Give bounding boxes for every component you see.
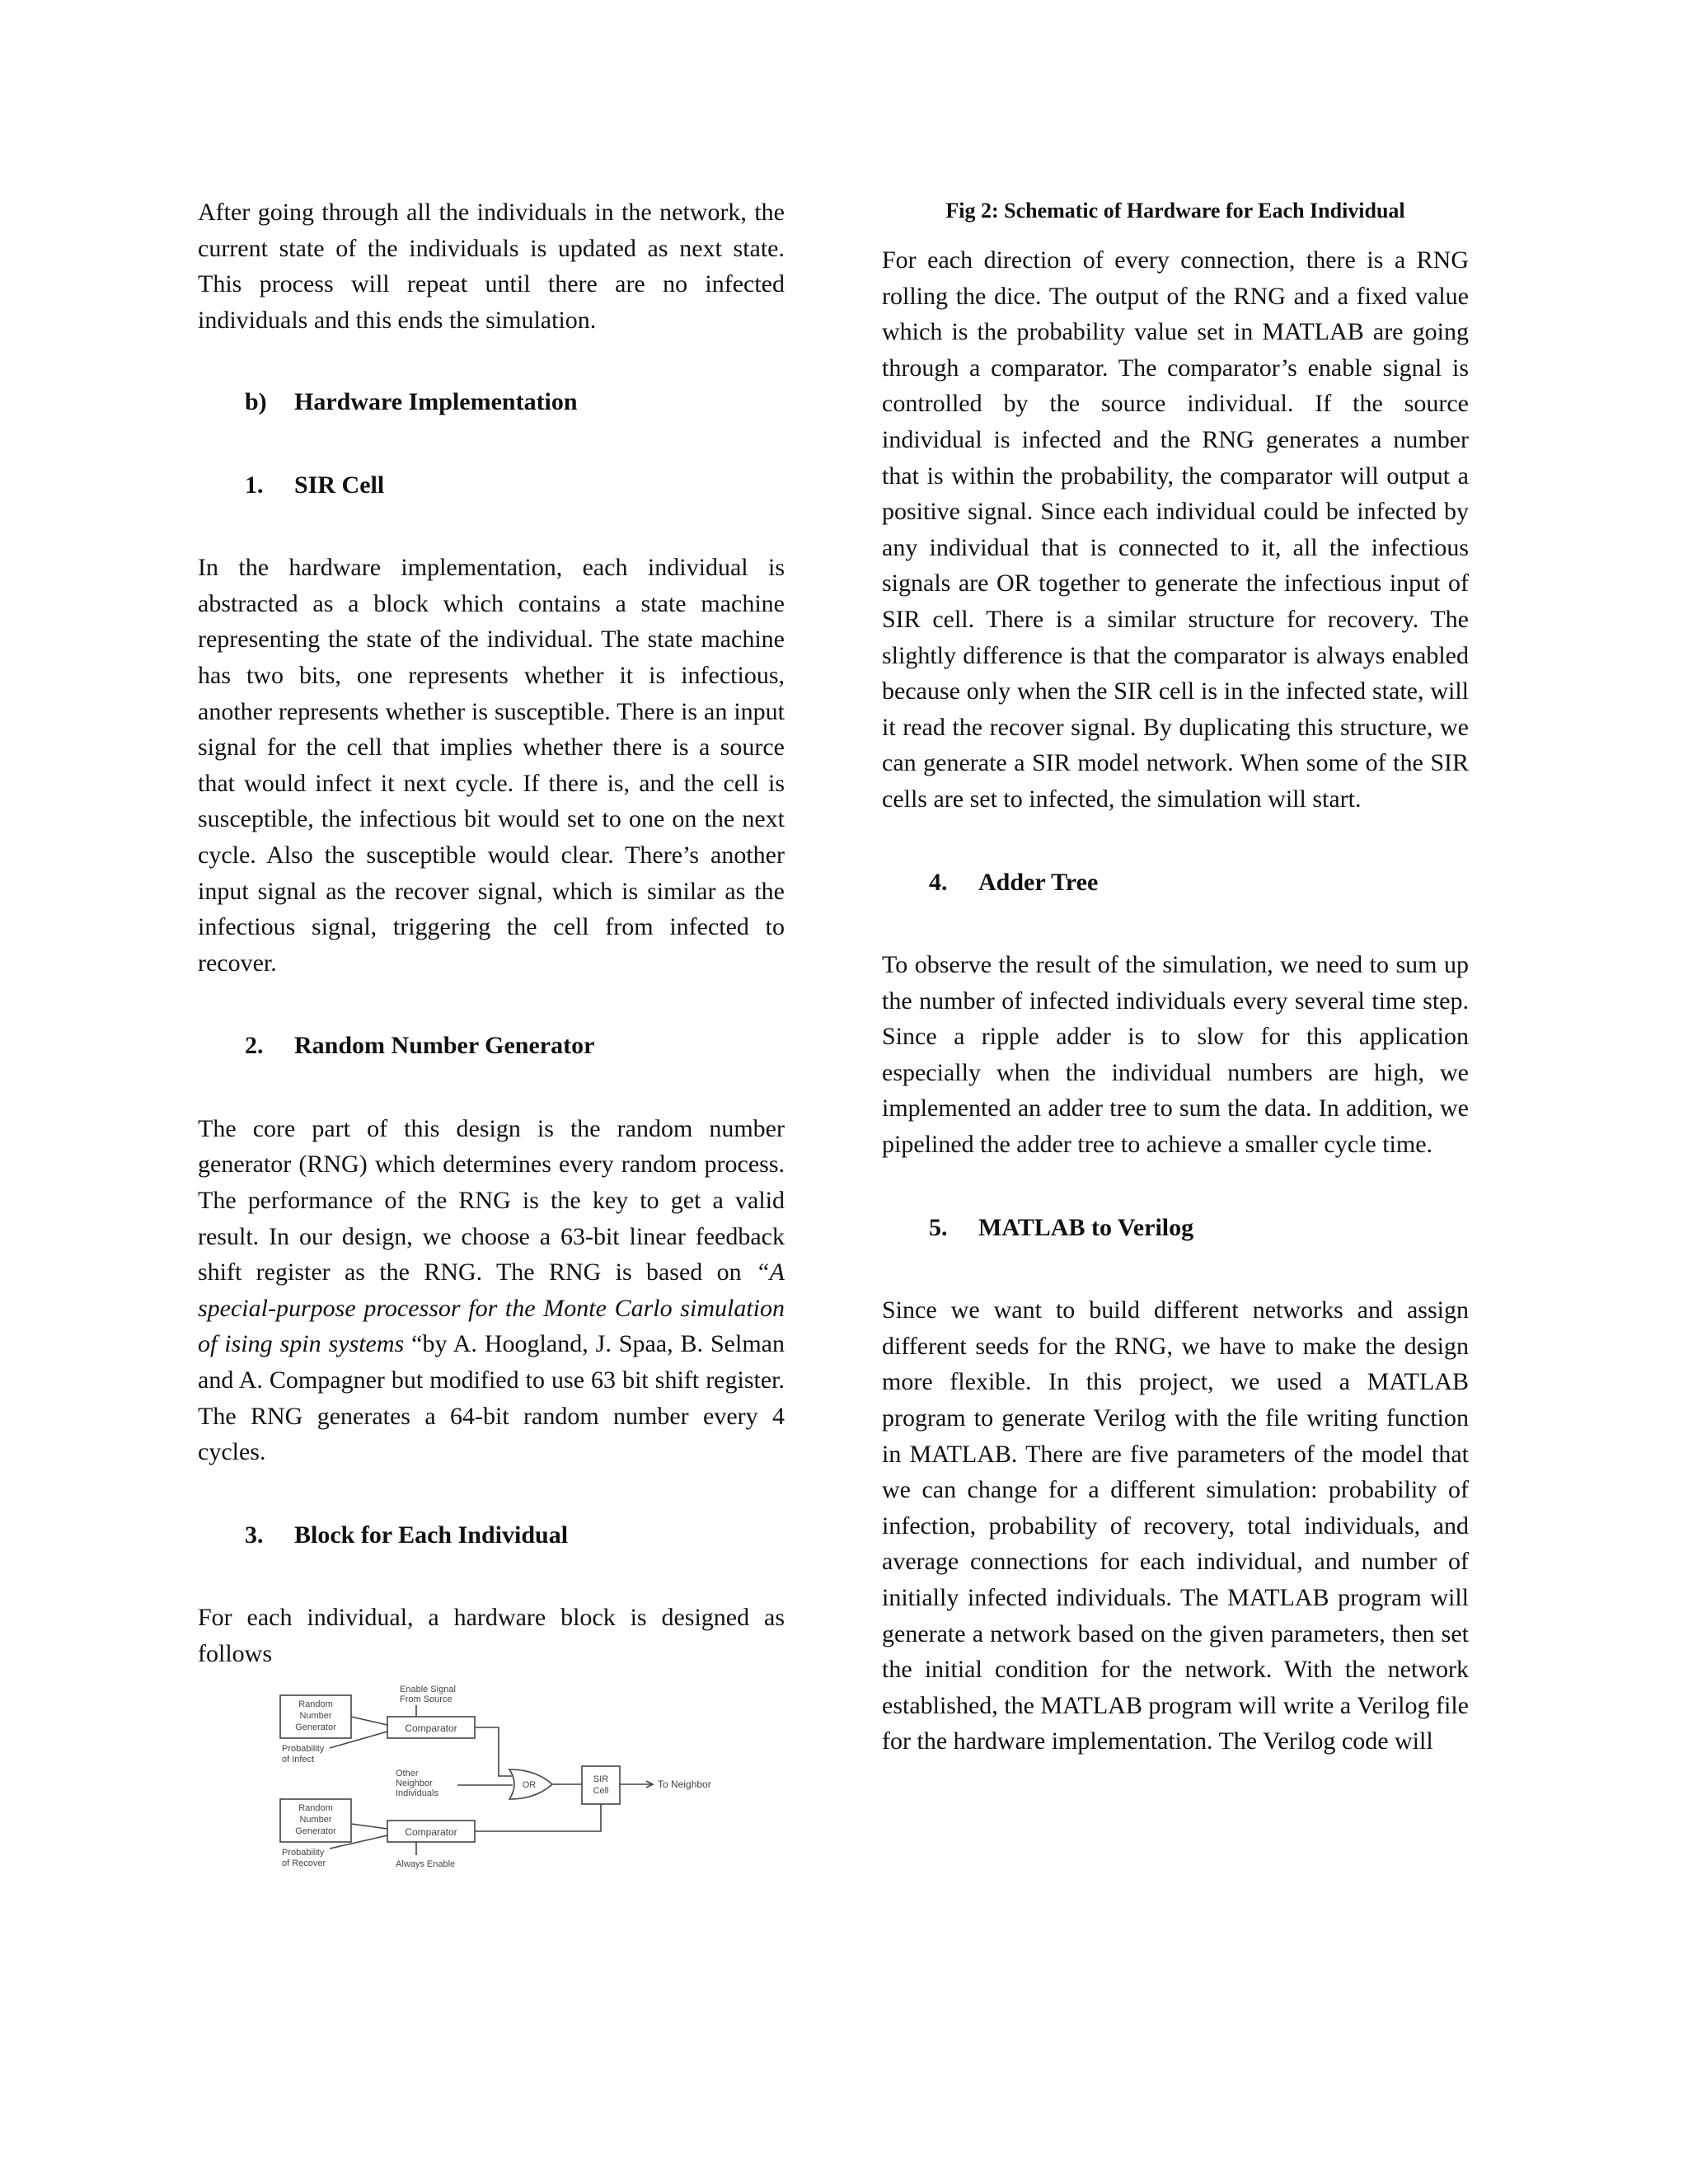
sir-cell-paragraph: In the hardware implementation, each individual is abstracted as a block which contains a state machine representing the state of the individual. The state machine has two bits, one represents whether it is infectious, another represents whether is susceptible. There is an input signal for the cell that implies whether there is a source that would infect it next cycle. If there is, and the cell is susceptible, the infectious bit would set to one on the next cycle. Also the susceptible would clear. There’s another input signal as the recover signal, which is similar as the infectious signal, triggering the cell from infected to recover. — [198, 554, 785, 977]
prob-recover-line1: Probability — [282, 1847, 325, 1858]
to-neighbor-label: To Neighbor — [658, 1778, 711, 1790]
adder-tree-number: 4. — [929, 868, 948, 896]
rng1-line1: Random — [298, 1699, 333, 1709]
prob-infect-wire — [330, 1732, 387, 1748]
sir-cell-title: SIR Cell — [294, 471, 385, 499]
rng-citation-title: “A special-purpose processor for the Monte Carlo simulation of ising spin systems — [198, 1258, 785, 1358]
adder-tree-title: Adder Tree — [978, 868, 1099, 896]
rng1-line3: Generator — [295, 1722, 336, 1732]
other-line3: Individuals — [396, 1788, 438, 1798]
block-paragraph: For each individual, a hardware block is designed as follows — [198, 1604, 785, 1667]
section-b-heading — [198, 384, 785, 420]
always-enable-label: Always Enable — [396, 1858, 456, 1869]
rng1-to-comparator-wire — [351, 1717, 387, 1725]
sir-line2: Cell — [593, 1785, 609, 1796]
rng-paragraph — [198, 1111, 785, 1470]
right-column — [882, 194, 1469, 1760]
matlab-verilog-title: MATLAB to Verilog — [978, 1213, 1194, 1241]
matlab-verilog-paragraph: Since we want to build different networks and assign different seeds for the RNG, we have to make the design more flexible. In this project, we used a MATLAB program to generate Verilog with the file writing function in MATLAB. There are five parameters of the model that we can change for a different simulation: probability of infection, probability of recovery, total individuals, and average connections for each individual, and number of initially infected individuals. The MATLAB program will generate a network based on the given parameters, then set the initial condition for the network. With the network established, the MATLAB program will write a Verilog file for the hardware implementation. The Verilog code will — [882, 1296, 1469, 1755]
sir-cell-number: 1. — [245, 471, 264, 499]
hardware-schematic-diagram — [272, 1684, 734, 1890]
sir-cell-box — [582, 1766, 620, 1804]
rng1-line2: Number — [299, 1710, 332, 1721]
sir-cell-heading — [198, 467, 785, 504]
block-number: 3. — [245, 1521, 264, 1549]
other-line2: Neighbor — [396, 1778, 433, 1788]
rng-text-a: The core part of this design is the random number generator (RNG) which determines every random process. The performance of the RNG is the key to get a valid result. In our design, we choose a 63-bit linear feedback shift register as the RNG. The RNG is based on — [198, 1114, 785, 1286]
enable-line2: From Source — [400, 1694, 452, 1704]
rng-heading — [198, 1028, 785, 1064]
other-line1: Other — [396, 1768, 419, 1779]
rng-number: 2. — [245, 1032, 264, 1060]
comparator1-to-or-wire — [475, 1727, 513, 1776]
rng2-line2: Number — [299, 1814, 332, 1825]
matlab-verilog-number: 5. — [929, 1213, 948, 1241]
adder-tree-paragraph: To observe the result of the simulation, we need to sum up the number of infected individuals every several time step. Since a ripple adder is to slow for this application especially when the individual numbers are high, we implemented an adder tree to sum the data. In addition, we pipelined the adder tree to achieve a smaller cycle time. — [882, 951, 1469, 1159]
matlab-verilog-heading — [882, 1210, 1469, 1246]
adder-tree-heading — [882, 865, 1469, 901]
prob-recover-line2: of Recover — [282, 1858, 326, 1868]
section-b-title: Hardware Implementation — [294, 387, 578, 415]
rng2-line1: Random — [298, 1802, 333, 1813]
block-heading — [198, 1517, 785, 1554]
prob-infect-line1: Probability — [282, 1743, 325, 1754]
rng-text-b: “by A. Hoogland, J. Spaa, B. Selman and A. Compagner but modified to use 63 bit shift register. The RNG generates a 64-bit random number every 4 cycles. — [198, 1330, 785, 1466]
or-gate-label: OR — [522, 1779, 537, 1790]
intro-paragraph: After going through all the individuals in the network, the current state of the individuals is updated as next state. This process will repeat until there are no infected individuals and this ends the simulation. — [198, 199, 785, 334]
figure-caption: Fig 2: Schematic of Hardware for Each Individual — [945, 199, 1405, 223]
rng2-line3: Generator — [295, 1825, 336, 1836]
comparator2-label: Comparator — [405, 1825, 457, 1838]
block-title: Block for Each Individual — [294, 1521, 569, 1549]
left-column — [198, 194, 785, 1894]
section-b-number: b) — [245, 387, 267, 415]
schematic-explanation-paragraph: For each direction of every connection, there is a RNG rolling the dice. The output of the RNG and a fixed value which is the probability value set in MATLAB are going through a comparator. The comparator’s enable signal is controlled by the source individual. If the source individual is infected and the RNG generates a number that is within the probability, the comparator will output a positive signal. Since each individual could be infected by any individual that is connected to it, all the infectious signals are OR together to generate the infectious input of SIR cell. There is a similar structure for recovery. The slightly difference is that the comparator is always enabled because only when the SIR cell is in the infected state, will it read the recover signal. By duplicating this structure, we can generate a SIR model network. When some of the SIR cells are set to infected, the simulation will start. — [882, 246, 1469, 813]
rng-title: Random Number Generator — [294, 1032, 595, 1060]
prob-infect-line2: of Infect — [282, 1754, 315, 1765]
sir-line1: SIR — [593, 1774, 609, 1784]
comparator1-label: Comparator — [405, 1722, 457, 1734]
comparator2-to-sir-wire — [475, 1804, 601, 1831]
rng2-to-comparator-wire — [351, 1824, 387, 1829]
enable-line1: Enable Signal — [400, 1684, 456, 1694]
